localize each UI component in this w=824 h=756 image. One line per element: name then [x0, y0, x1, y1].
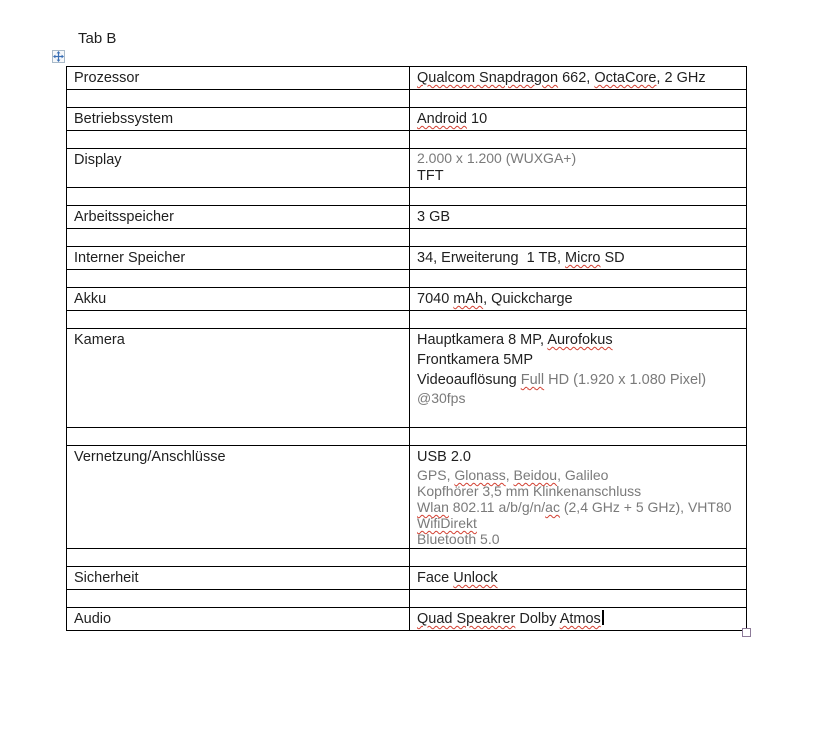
text-run: HD (1.920 x 1.080 Pixel) — [544, 372, 707, 388]
table-row — [67, 247, 747, 270]
value-line — [417, 483, 739, 499]
text-run: TFT — [417, 168, 444, 184]
text-run: SD — [600, 250, 625, 266]
spec-label-cell[interactable]: Display — [67, 149, 410, 188]
text-run: Videoauflösung — [417, 372, 521, 388]
spec-label-cell[interactable]: Interner Speicher — [67, 247, 410, 270]
table-row — [67, 206, 747, 229]
empty-cell[interactable] — [410, 270, 747, 288]
value-line — [417, 609, 739, 629]
spec-value-cell[interactable] — [410, 567, 747, 590]
empty-cell[interactable] — [67, 270, 410, 288]
text-run: 34, Erweiterung 1 TB, — [417, 250, 566, 266]
table-spacer-row — [67, 549, 747, 567]
table-row — [67, 329, 747, 428]
value-line — [417, 499, 739, 515]
spec-value-cell[interactable] — [410, 67, 747, 90]
table-resize-handle[interactable] — [742, 628, 751, 637]
text-run: Bluetooth 5.0 — [417, 531, 500, 547]
text-run: WifiDirekt — [417, 515, 477, 531]
empty-cell[interactable] — [410, 188, 747, 206]
text-run: Face — [417, 570, 454, 586]
spec-value-cell[interactable] — [410, 149, 747, 188]
text-run: 802.11 a/b/g/n/ — [448, 499, 546, 515]
table-spacer-row — [67, 188, 747, 206]
value-line — [417, 207, 739, 227]
text-run: 3 GB — [417, 209, 451, 225]
spec-value-cell[interactable] — [410, 608, 747, 631]
text-run: @30fps — [417, 390, 466, 406]
spec-label-cell[interactable]: Audio — [67, 608, 410, 631]
spec-value-cell[interactable] — [410, 108, 747, 131]
text-run: 2.000 x 1.200 (WUXGA+) — [417, 150, 577, 166]
table-move-handle[interactable] — [52, 50, 65, 63]
empty-cell[interactable] — [67, 131, 410, 149]
value-line — [417, 531, 739, 547]
text-run: GPS, — [417, 467, 455, 483]
value-line — [417, 330, 739, 350]
table-row — [67, 149, 747, 188]
table-spacer-row — [67, 229, 747, 247]
value-line — [417, 166, 739, 186]
text-run: 662, — [558, 70, 595, 86]
table-spacer-row — [67, 428, 747, 446]
text-run: Dolby — [515, 611, 560, 627]
empty-cell[interactable] — [410, 90, 747, 108]
value-line — [417, 515, 739, 531]
empty-cell[interactable] — [67, 549, 410, 567]
empty-cell[interactable] — [410, 428, 747, 446]
empty-cell[interactable] — [67, 188, 410, 206]
table-spacer-row — [67, 270, 747, 288]
value-line — [417, 109, 739, 129]
text-run: , Galileo — [557, 467, 609, 483]
value-line — [417, 350, 739, 370]
spec-table — [66, 66, 747, 631]
spec-value-cell[interactable] — [410, 206, 747, 229]
empty-cell[interactable] — [67, 590, 410, 608]
spec-value-cell[interactable] — [410, 247, 747, 270]
empty-cell[interactable] — [67, 311, 410, 329]
value-line — [417, 406, 739, 426]
text-run: , Quickcharge — [483, 291, 573, 307]
text-run: (2,4 GHz + 5 GHz), VHT80 — [559, 499, 732, 515]
empty-cell[interactable] — [67, 428, 410, 446]
text-run: Wlan — [417, 499, 449, 515]
text-run: Aurofokus — [547, 332, 613, 348]
value-line — [417, 390, 739, 406]
empty-cell[interactable] — [410, 131, 747, 149]
table-spacer-row — [67, 311, 747, 329]
spec-label-cell[interactable]: Betriebssystem — [67, 108, 410, 131]
spec-label-cell[interactable]: Vernetzung/Anschlüsse — [67, 446, 410, 549]
spec-label-cell[interactable]: Kamera — [67, 329, 410, 428]
table-row — [67, 567, 747, 590]
table-row — [67, 67, 747, 90]
text-run: Beidou — [513, 467, 558, 483]
text-run: 7040 — [417, 291, 454, 307]
empty-cell[interactable] — [410, 311, 747, 329]
spec-label-cell[interactable]: Prozessor — [67, 67, 410, 90]
empty-cell[interactable] — [67, 229, 410, 247]
table-spacer-row — [67, 131, 747, 149]
spec-label-cell[interactable]: Arbeitsspeicher — [67, 206, 410, 229]
text-run: Full — [520, 372, 545, 388]
empty-cell[interactable] — [410, 229, 747, 247]
text-run: mAh — [453, 291, 484, 307]
text-run: ac — [545, 499, 560, 515]
text-run: Kopfhörer 3,5 mm Klinkenanschluss — [417, 483, 642, 499]
text-run: , — [505, 467, 514, 483]
empty-cell[interactable] — [410, 590, 747, 608]
spec-value-cell[interactable] — [410, 446, 747, 549]
text-run: OctaCore — [594, 70, 657, 86]
table-spacer-row — [67, 590, 747, 608]
text-run: Android — [417, 111, 467, 127]
text-run: Unlock — [453, 570, 498, 586]
value-line — [417, 370, 739, 390]
table-row — [67, 288, 747, 311]
text-run: Glonass — [454, 467, 506, 483]
text-run: Frontkamera 5MP — [417, 352, 534, 368]
value-line — [417, 150, 739, 166]
value-line — [417, 68, 739, 88]
table-row — [67, 446, 747, 549]
spec-value-cell[interactable] — [410, 288, 747, 311]
table-row — [67, 608, 747, 631]
value-line — [417, 467, 739, 483]
table-caption[interactable]: Tab B — [78, 30, 117, 47]
table-row — [67, 108, 747, 131]
text-run: Hauptkamera 8 MP, — [417, 332, 548, 348]
text-cursor — [602, 610, 604, 625]
empty-cell[interactable] — [410, 549, 747, 567]
value-line — [417, 289, 739, 309]
move-icon — [53, 51, 64, 62]
text-run: , 2 GHz — [656, 70, 706, 86]
text-run: Atmos — [559, 611, 601, 627]
empty-cell[interactable] — [67, 90, 410, 108]
spec-value-cell[interactable] — [410, 329, 747, 428]
text-run: 10 — [466, 111, 488, 127]
spec-label-cell[interactable]: Akku — [67, 288, 410, 311]
text-run: USB 2.0 — [417, 449, 471, 465]
spec-label-cell[interactable]: Sicherheit — [67, 567, 410, 590]
value-line — [417, 248, 739, 268]
spec-table-body — [67, 67, 747, 631]
text-run: Micro — [565, 250, 601, 266]
text-run: Qualcom Snapdragon — [417, 70, 559, 86]
value-line — [417, 568, 739, 588]
value-line — [417, 447, 739, 467]
text-run: Quad Speakrer — [417, 611, 516, 627]
table-spacer-row — [67, 90, 747, 108]
